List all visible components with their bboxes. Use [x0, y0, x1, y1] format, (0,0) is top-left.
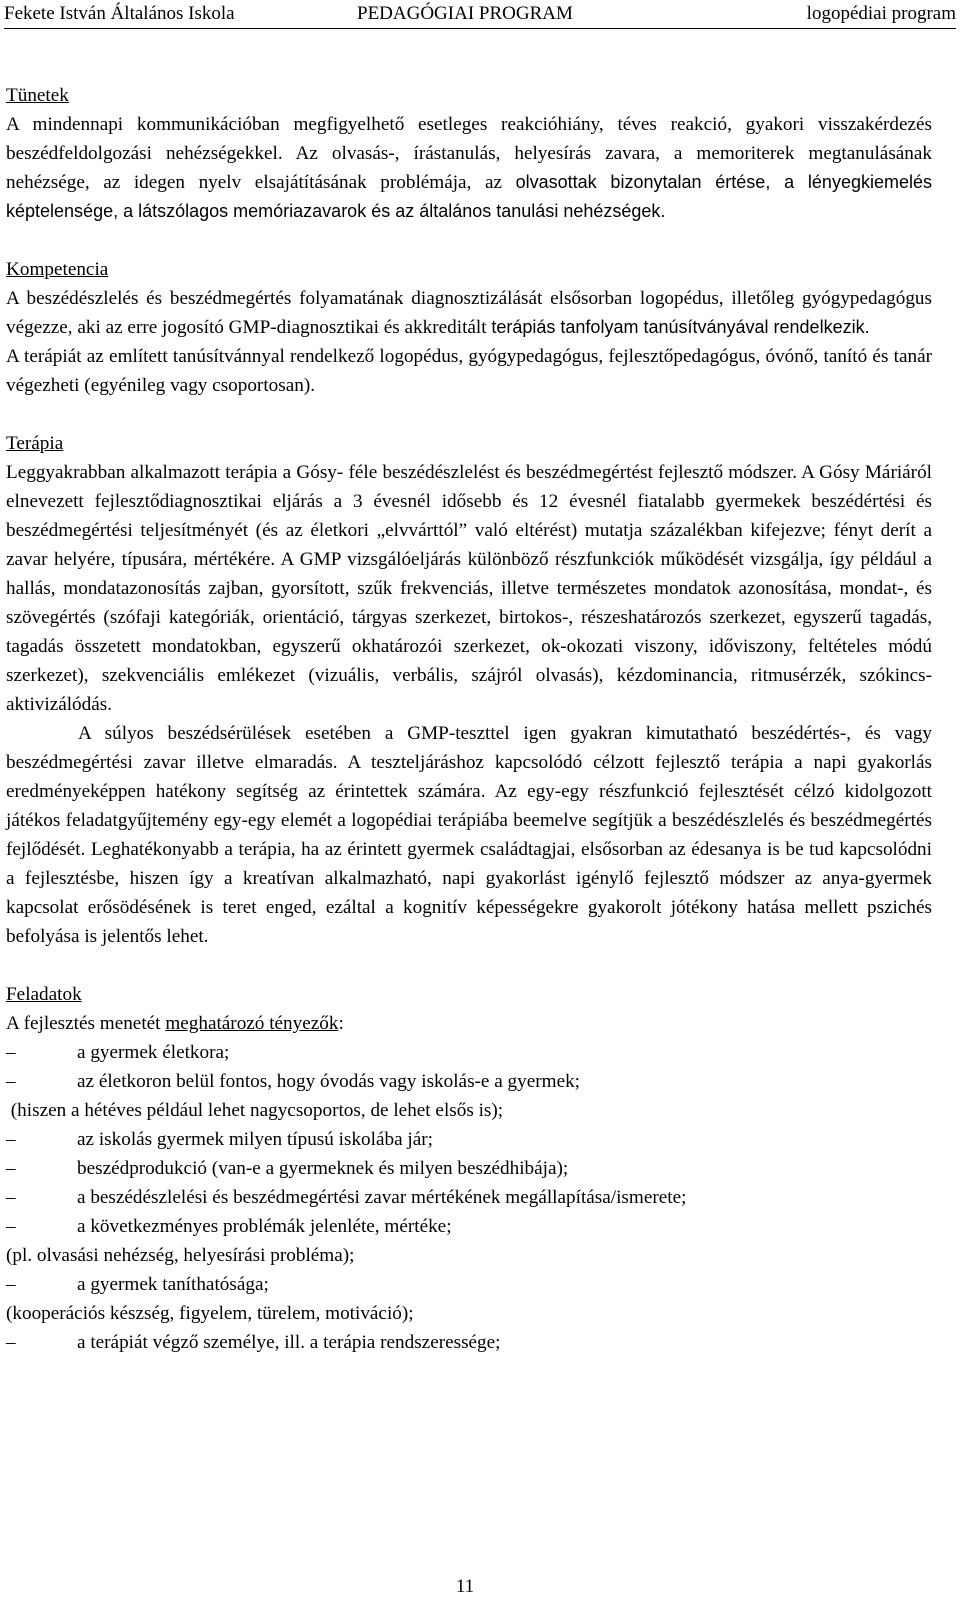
page-header	[4, 2, 956, 29]
competence-text-sans: terápiás tanfolyam tanúsítványával rendelkezik.	[491, 317, 870, 337]
spacer	[6, 951, 932, 980]
dash-bullet: –	[6, 1216, 16, 1237]
list-item	[6, 1328, 932, 1357]
dash-bullet: –	[6, 1187, 16, 1208]
competence-text-serif: A beszédészlelés és beszédmegértés folyamatának diagnosztizálását elsősorban logopédus, illetőleg gyógypedagógus végezze, aki az erre jogosító GMP-diagnosztikai és akkreditált	[6, 288, 932, 338]
dash-bullet: –	[6, 1042, 16, 1063]
list-item	[6, 1067, 932, 1096]
tasks-intro-underlined: meghatározó tényezők	[165, 1013, 339, 1034]
dash-bullet: –	[6, 1274, 16, 1295]
list-note: (pl. olvasási nehézség, helyesírási probléma);	[6, 1245, 355, 1266]
therapy-paragraph-1: Leggyakrabban alkalmazott terápia a Gósy- féle beszédészlelést és beszédmegértést fejlesztő módszer. A Gósy Máriáról elnevezett fejlesztődiagnosztikai eljárás a 3 évesnél idősebb és 12 évesnél fiatalabb gyermekek beszédértési és beszédmegértési teljesítményét (és az életkori „elvvárttól” való eltérést) mutatja százalékban kifejezve; fényt derít a zavar helyére, típusára, mértékére. A GMP vizsgálóeljárás különböző részfunkciók működését vizsgálja, így például a hallás, mondatazonosítás zajban, gyorsított, szűk frekvenciás, illetve természetes mondatok azonosítása, mondat-, és szövegértés (szófaji kategóriák, orientáció, tárgyas szerkezet, birtokos-, részeshatározós szerkezet, egyszerű tagadás, tagadás összetett mondatokban, egyszerű okhatározói szerkezet, ok-okozati viszony, időviszony, feltételes módú szerkezet), szekvenciális emlékezet (vizuális, verbális, szájról olvasás), kézdominancia, ritmusérzék, szókincs-aktivizálódás.	[6, 462, 932, 715]
header-section-title: logopédiai program	[806, 3, 956, 24]
header-program-title: PEDAGÓGIAI PROGRAM	[357, 3, 573, 24]
dash-bullet: –	[6, 1332, 16, 1353]
spacer	[6, 400, 932, 429]
list-item-text: a következményes problémák jelenléte, mértéke;	[77, 1216, 452, 1237]
section-heading-therapy: Terápia	[6, 433, 64, 454]
document-body	[6, 81, 932, 1357]
tasks-intro	[6, 1009, 932, 1038]
list-item	[6, 1154, 932, 1183]
list-item-text: a terápiát végző személye, ill. a terápia rendszeressége;	[77, 1332, 501, 1353]
section-heading-competence: Kompetencia	[6, 259, 109, 280]
competence-paragraph-1	[6, 284, 932, 342]
dash-bullet: –	[6, 1071, 16, 1092]
list-item-text: a beszédészlelési és beszédmegértési zavar mértékének megállapítása/ismerete;	[77, 1187, 687, 1208]
list-item	[6, 1270, 932, 1299]
list-note: (hiszen a hétéves például lehet nagycsoportos, de lehet elsős is);	[6, 1100, 504, 1121]
list-item-text: a gyermek életkora;	[77, 1042, 230, 1063]
symptoms-text-serif: A mindennapi kommunikációban megfigyelhető esetleges reakcióhiány, téves reakció, gyakori visszakérdezés beszédfeldolgozási nehézségekkel. Az olvasás-, írástanulás, helyesírás zavara, a memoriterek megtanulásának nehézsége, az idegen nyelv elsajátításának problémája, az	[6, 114, 932, 193]
dash-bullet: –	[6, 1129, 16, 1150]
list-item-text: a gyermek taníthatósága;	[77, 1274, 269, 1295]
list-note: (kooperációs készség, figyelem, türelem, motiváció);	[6, 1303, 414, 1324]
list-item	[6, 1212, 932, 1241]
dash-bullet: –	[6, 1158, 16, 1179]
therapy-paragraph-2: A súlyos beszédsérülések esetében a GMP-teszttel igen gyakran kimutatható beszédértés-, és vagy beszédmegértési zavar illetve elmaradás. A teszteljáráshoz kapcsolódó célzott fejlesztő terápia a napi gyakorlás eredményeképpen hatékony segítség az érintettek számára. Az egy-egy részfunkció fejlesztését célzó kidolgozott játékos feladatgyűjtemény egy-egy elemét a logopédiai terápiába beemelve segítjük a beszédészlelés és beszédmegértés fejlődését. Leghatékonyabb a terápia, ha az érintett gyermek családtagjai, elsősorban az édesanya is be tud kapcsolódni a fejlesztésbe, hiszen így a kreatívan alkalmazható, napi gyakorlást igénylő fejlesztő módszer az anya-gyermek kapcsolat erősödésének is teret enged, ezáltal a kognitív képességekre gyakorolt jótékony hatása mellett pszichés befolyása is jelentős lehet.	[6, 723, 932, 947]
list-item	[6, 1038, 932, 1067]
competence-paragraph-2: A terápiát az említett tanúsítvánnyal rendelkező logopédus, gyógypedagógus, fejlesztőpedagógus, óvónő, tanító és tanár végezheti (egyénileg vagy csoportosan).	[6, 346, 932, 396]
tasks-intro-prefix: A fejlesztés menetét	[6, 1013, 166, 1034]
tasks-list	[6, 1038, 932, 1357]
header-school-name: Fekete István Általános Iskola	[4, 3, 235, 24]
list-item-text: az iskolás gyermek milyen típusú iskolába jár;	[77, 1129, 433, 1150]
symptoms-paragraph	[6, 110, 932, 226]
list-item	[6, 1183, 932, 1212]
symptoms-text-sans: olvasottak bizonytalan értése, a lényegkiemelés képtelensége, a látszólagos memóriazavarok és az általános tanulási nehézségek.	[6, 172, 932, 221]
list-item-text: az életkoron belül fontos, hogy óvodás vagy iskolás-e a gyermek;	[77, 1071, 581, 1092]
list-item	[6, 1125, 932, 1154]
spacer	[6, 226, 932, 255]
section-heading-symptoms: Tünetek	[6, 85, 69, 106]
page-number: 11	[455, 1576, 475, 1597]
tasks-intro-suffix: :	[338, 1013, 344, 1034]
list-item-text: beszédprodukció (van-e a gyermeknek és milyen beszédhibája);	[77, 1158, 569, 1179]
section-heading-tasks: Feladatok	[6, 984, 82, 1005]
